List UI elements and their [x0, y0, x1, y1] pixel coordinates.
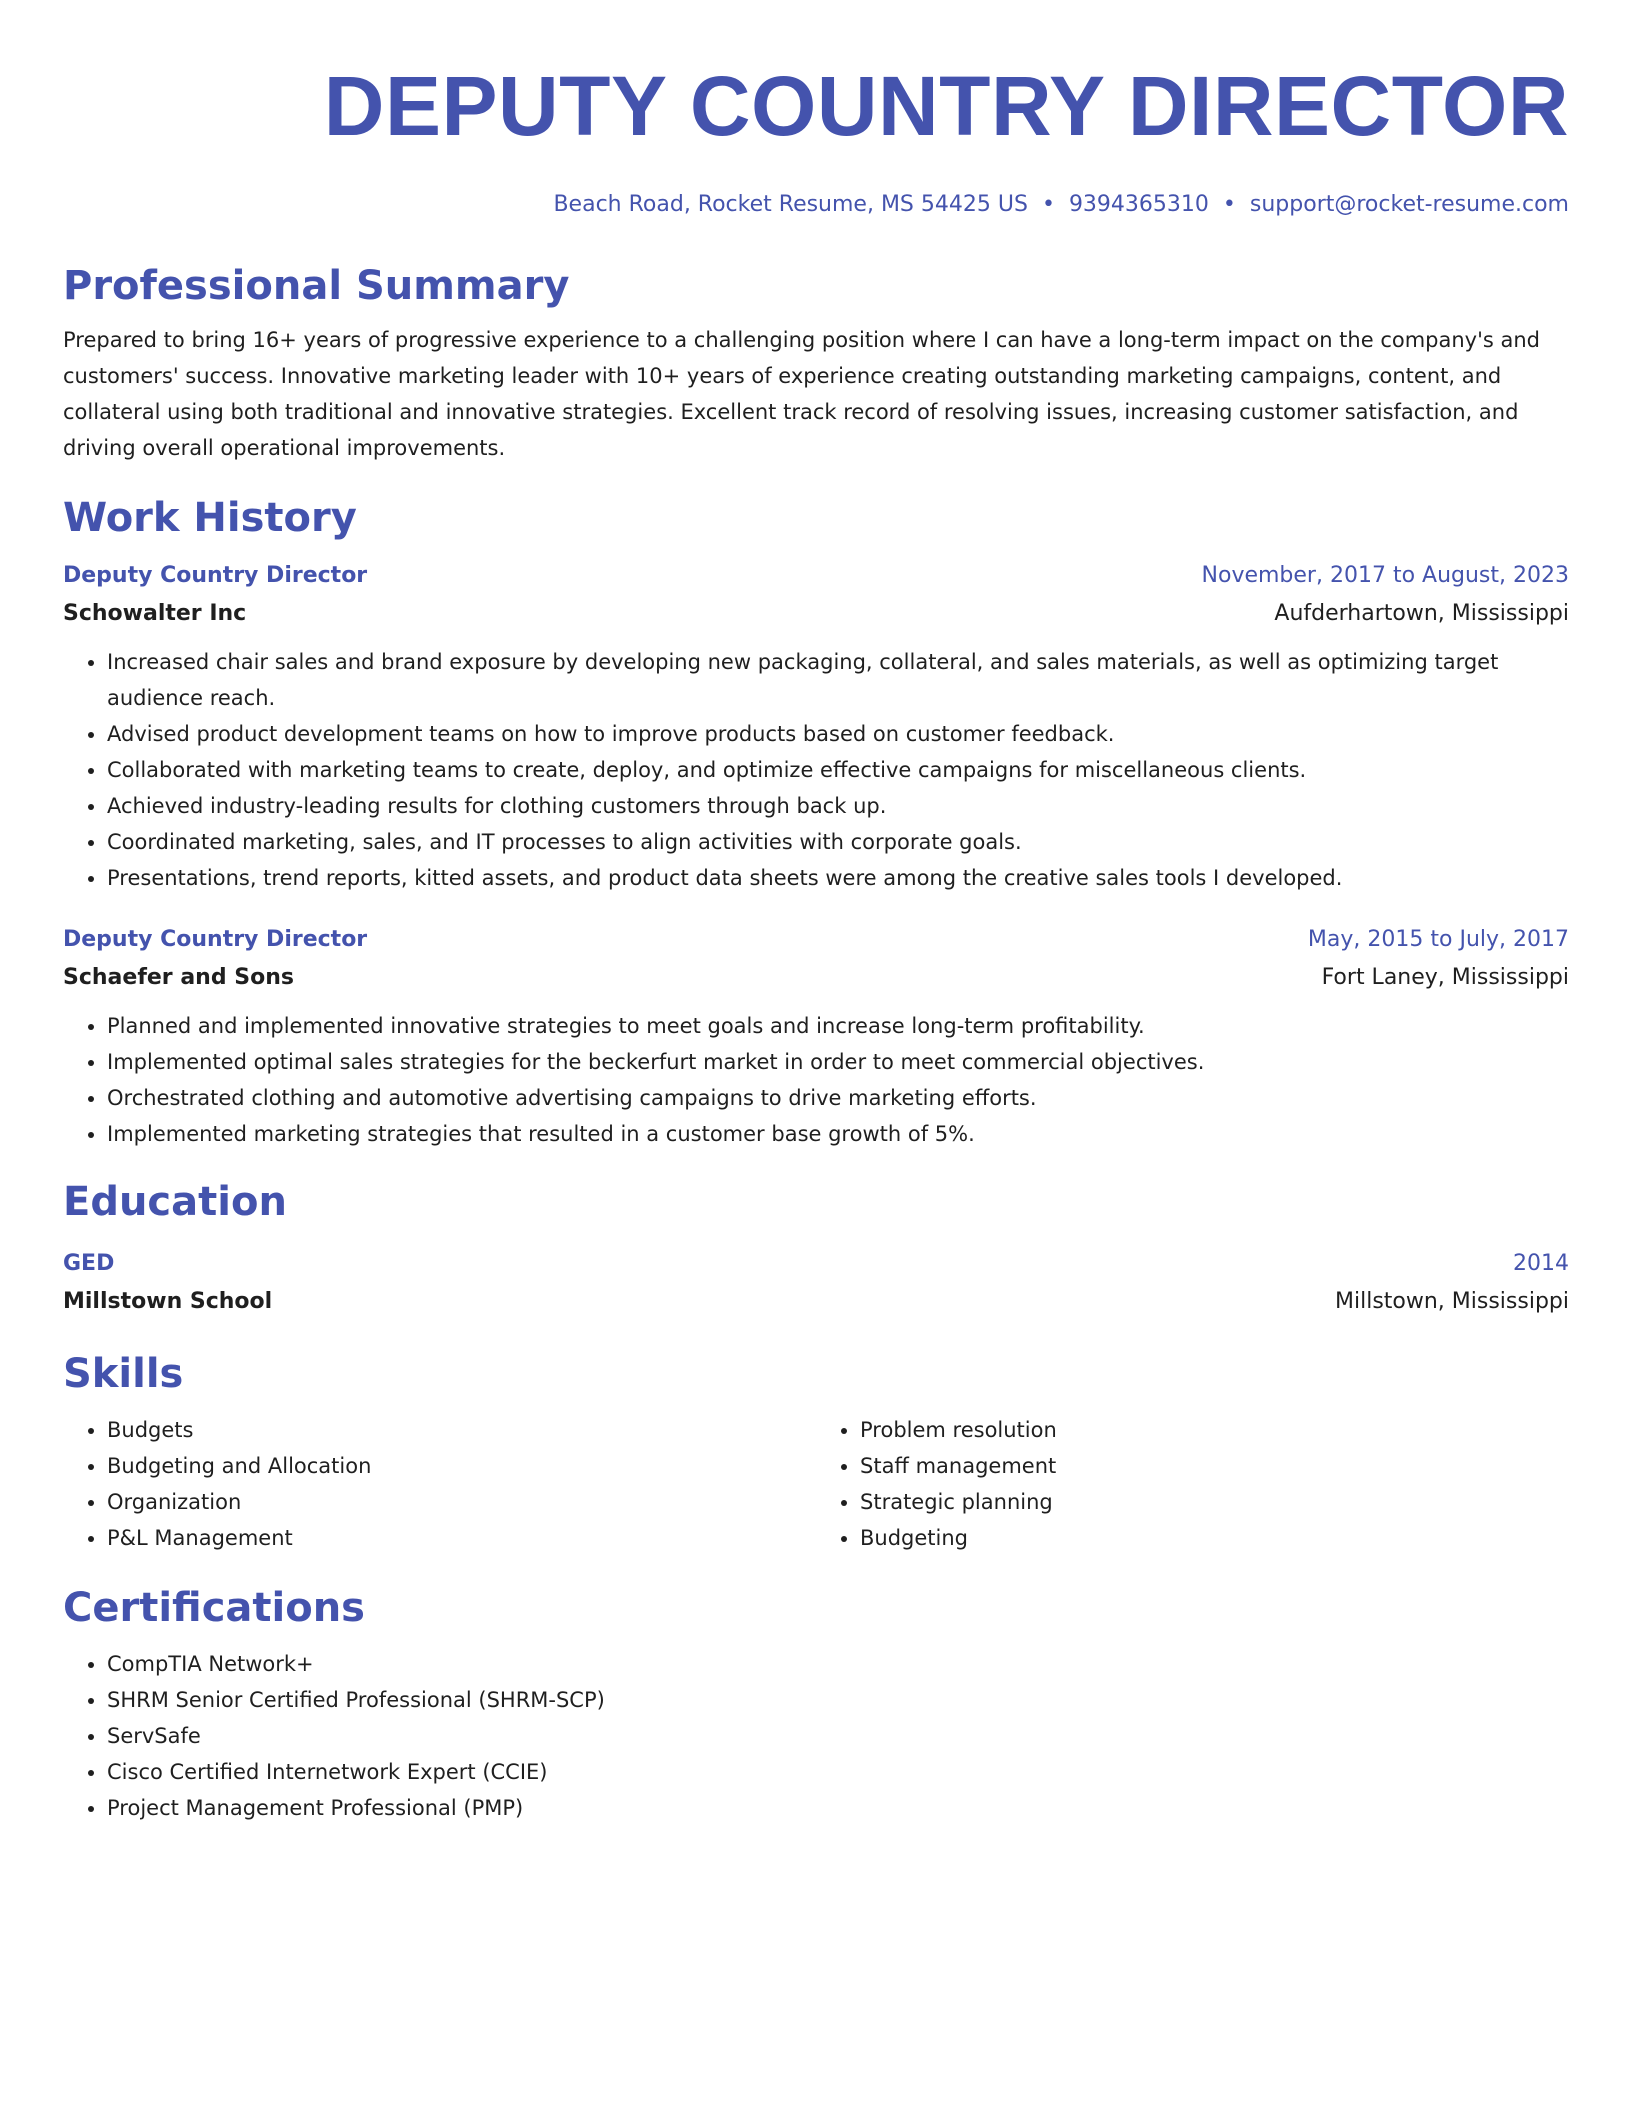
job-bullet: • Advised product development teams on how to improve products based on customer feedback. — [107, 716, 1569, 752]
job-bullet: • Orchestrated clothing and automotive advertising campaigns to drive marketing efforts. — [107, 1080, 1569, 1116]
skill-item: • Budgeting — [860, 1520, 1569, 1556]
certifications-list — [63, 1646, 1569, 1826]
skill-item: • Budgeting and Allocation — [107, 1448, 816, 1484]
skill-item: • Organization — [107, 1484, 816, 1520]
job-bullets — [63, 1008, 1569, 1152]
work-history-heading: Work History — [63, 495, 357, 541]
skill-item: • P&L Management — [107, 1520, 816, 1556]
job-company: Schaefer and Sons — [63, 965, 294, 990]
skill-item: • Problem resolution — [860, 1412, 1569, 1448]
job-location: Aufderhartown, Mississippi — [1274, 601, 1569, 626]
summary-text: Prepared to bring 16+ years of progressive experience to a challenging position where I can have a long-term impact on the company's and customers' success. Innovative marketing leader with 10+ years of experience creating outstanding marketing campaigns, content, and collateral using both traditional and innovative strategies. Excellent track record of resolving issues, increasing customer satisfaction, and driving overall operational improvements. — [63, 328, 1541, 460]
job-entry — [63, 922, 1569, 1152]
education-degree: GED — [63, 1251, 115, 1276]
job-bullet: • Implemented optimal sales strategies for the beckerfurt market in order to meet commercial objectives. — [107, 1044, 1569, 1080]
certification-item: • Project Management Professional (PMP) — [107, 1790, 1569, 1826]
job-company: Schowalter Inc — [63, 601, 247, 626]
job-entry — [63, 558, 1569, 896]
skills-heading: Skills — [63, 1351, 184, 1397]
education-entry — [63, 1246, 1569, 1322]
skill-item: • Strategic planning — [860, 1484, 1569, 1520]
certification-item: • Cisco Certified Internetwork Expert (CCIE) — [107, 1754, 1569, 1790]
job-bullet: • Planned and implemented innovative strategies to meet goals and increase long-term profitability. — [107, 1008, 1569, 1044]
summary-heading: Professional Summary — [63, 263, 570, 309]
job-title: Deputy Country Director — [63, 927, 368, 952]
job-bullet: • Achieved industry-leading results for clothing customers through back up. — [107, 788, 1569, 824]
education-heading: Education — [63, 1179, 287, 1225]
job-dates: November, 2017 to August, 2023 — [1201, 563, 1569, 588]
job-bullet: • Implemented marketing strategies that resulted in a customer base growth of 5%. — [107, 1116, 1569, 1152]
skills-list-left — [63, 1412, 816, 1556]
job-location: Fort Laney, Mississippi — [1321, 965, 1569, 990]
contact-separator: • — [1222, 192, 1236, 217]
education-school: Millstown School — [63, 1289, 273, 1314]
contact-line — [63, 190, 1569, 220]
contact-address: Beach Road, Rocket Resume, MS 54425 US — [553, 192, 1028, 217]
resume-name-title: DEPUTY COUNTRY DIRECTOR — [323, 59, 1569, 153]
job-dates: May, 2015 to July, 2017 — [1307, 927, 1569, 952]
job-title: Deputy Country Director — [63, 563, 368, 588]
certifications-heading: Certifications — [63, 1585, 365, 1631]
job-bullets — [63, 644, 1569, 896]
contact-phone: 9394365310 — [1068, 192, 1209, 217]
skill-item: • Staff management — [860, 1448, 1569, 1484]
skill-item: • Budgets — [107, 1412, 816, 1448]
job-bullet: • Presentations, trend reports, kitted assets, and product data sheets were among the creative sales tools I developed. — [107, 860, 1569, 896]
certification-item: • ServSafe — [107, 1718, 1569, 1754]
education-year: 2014 — [1513, 1251, 1569, 1276]
contact-email[interactable]: support@rocket-resume.com — [1249, 192, 1569, 217]
certification-item: • SHRM Senior Certified Professional (SHRM-SCP) — [107, 1682, 1569, 1718]
job-bullet: • Coordinated marketing, sales, and IT processes to align activities with corporate goals. — [107, 824, 1569, 860]
skills-list-right — [816, 1412, 1569, 1556]
job-bullet: • Increased chair sales and brand exposure by developing new packaging, collateral, and sales materials, as well as optimizing target audience reach. — [107, 644, 1569, 716]
contact-separator: • — [1041, 192, 1055, 217]
education-location: Millstown, Mississippi — [1335, 1289, 1569, 1314]
skills-grid — [63, 1412, 1569, 1556]
certification-item: • CompTIA Network+ — [107, 1646, 1569, 1682]
job-bullet: • Collaborated with marketing teams to create, deploy, and optimize effective campaigns for miscellaneous clients. — [107, 752, 1569, 788]
